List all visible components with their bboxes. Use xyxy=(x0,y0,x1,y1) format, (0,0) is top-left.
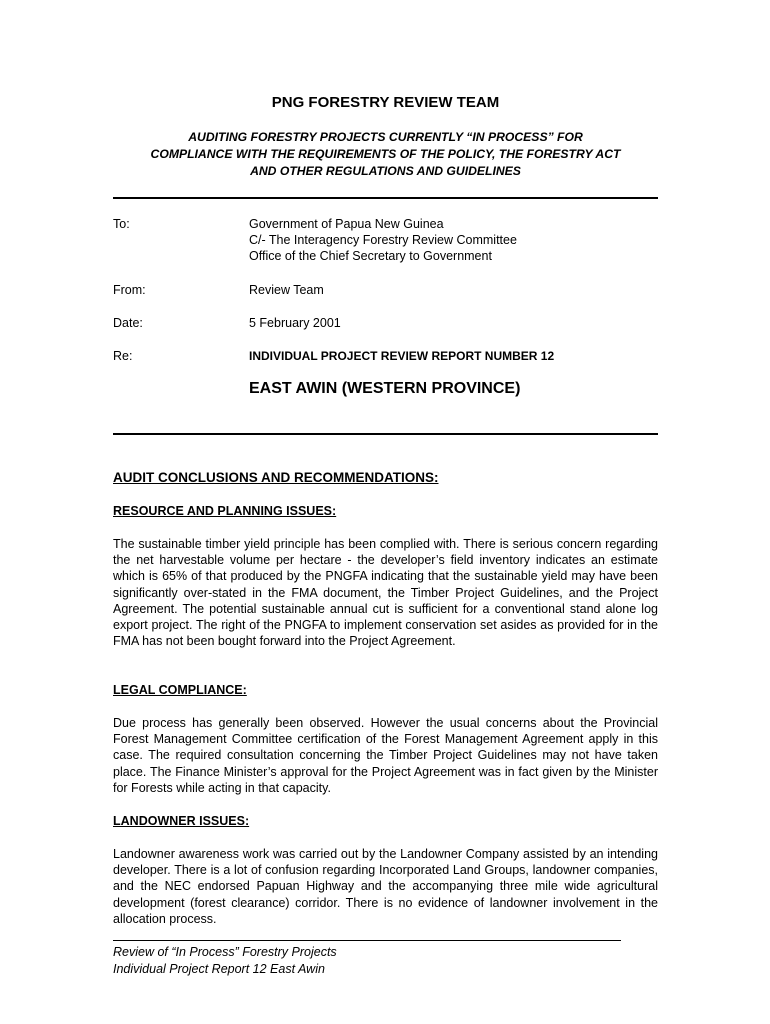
resource-heading: RESOURCE AND PLANNING ISSUES: xyxy=(113,504,337,518)
from-value: Review Team xyxy=(249,283,324,297)
subtitle-line: AND OTHER REGULATIONS AND GUIDELINES xyxy=(250,164,521,178)
subtitle-line: COMPLIANCE WITH THE REQUIREMENTS OF THE POLICY, THE FORESTRY ACT xyxy=(150,147,621,161)
legal-paragraph: Due process has generally been observed. However the usual concerns about the Provincial Forest Management Committee certification of the Forest Management Agreement apply in this case. The required consultation concerning the Timber Project Guidelines may not have taken place. The Finance Minister’s approval for the Project Agreement was in fact given by the Minister for Forests while acting in that capacity. xyxy=(113,716,658,795)
date-label: Date: xyxy=(113,316,143,330)
footer-line: Individual Project Report 12 East Awin xyxy=(113,962,325,976)
page-footer xyxy=(113,944,337,978)
to-line: Office of the Chief Secretary to Government xyxy=(249,249,492,263)
legal-heading: LEGAL COMPLIANCE: xyxy=(113,683,247,697)
to-label: To: xyxy=(113,217,130,231)
header-divider-top xyxy=(113,197,658,199)
section-heading: AUDIT CONCLUSIONS AND RECOMMENDATIONS: xyxy=(113,470,439,485)
project-title: EAST AWIN (WESTERN PROVINCE) xyxy=(249,380,521,397)
document-subtitle xyxy=(113,129,658,180)
document-title: PNG FORESTRY REVIEW TEAM xyxy=(271,94,500,111)
subtitle-line: AUDITING FORESTRY PROJECTS CURRENTLY “IN PROCESS” FOR xyxy=(188,130,583,144)
re-label: Re: xyxy=(113,349,133,363)
to-line: Government of Papua New Guinea xyxy=(249,217,444,231)
landowner-heading: LANDOWNER ISSUES: xyxy=(113,814,250,828)
date-value: 5 February 2001 xyxy=(249,316,341,330)
footer-line: Review of “In Process” Forestry Projects xyxy=(113,945,337,959)
resource-paragraph: The sustainable timber yield principle has been complied with. There is serious concern regarding the net harvestable volume per hectare - the developer’s field inventory indicates an estimate which is 65% of that produced by the PNGFA indicating that the sustainable yield may have been significantly over-stated in the FMA document, the Timber Project Guidelines, and the Project Agreement. The potential sustainable annual cut is sufficient for a conventional stand alone log export project. The right of the PNGFA to implement conservation set asides as provided for in the FMA has not been bought forward into the Project Agreement. xyxy=(113,537,658,649)
landowner-paragraph: Landowner awareness work was carried out by the Landowner Company assisted by an intending developer. There is a lot of confusion regarding Incorporated Land Groups, landowner companies, and the NEC endorsed Papuan Highway and the accompanying three mile wide agricultural development (forest clearance) corridor. There is no evidence of landowner involvement in the allocation process. xyxy=(113,847,658,926)
header-divider-bottom xyxy=(113,433,658,435)
from-label: From: xyxy=(113,283,146,297)
footer-divider xyxy=(113,940,621,941)
to-line: C/- The Interagency Forestry Review Committee xyxy=(249,233,517,247)
re-value: INDIVIDUAL PROJECT REVIEW REPORT NUMBER 12 xyxy=(249,349,555,363)
to-value xyxy=(249,216,517,264)
